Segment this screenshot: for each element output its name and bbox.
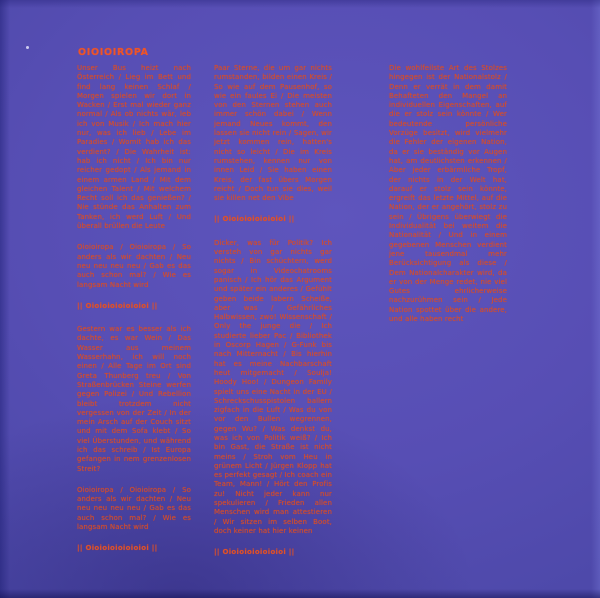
verse-4: Dicker, was für Politik? Ich versteh von gar nichts gar nichts / Bin schüchtern, werd sogar in Videochatrooms panisch / Ich hör das Argument und später ein anderes / Gefühlt geben beide labern Scheiße, aber was / Gefährliches Halbwissen, zwo! Wissenschaft / Only the junge die / Ich studierte lieber Pac / Bibliothek in Oscorp Hagen / G-Funk bis nach Mitternacht / Bis hierhin hat es meine Nachbarschaft heut mitgemacht / Soulja! Hoody Hoo! / Dungeon Family spielt uns eine Nacht in der EU / Schreckschusspistolen ballern zigfach in die Luft / Was du von vor den Bullen wegrennen, gegen Wu? / Was denkst du, was ich von Politik weiß? / Ich bin Gast, die Straße ist nicht meins / Stroh vom Heu in grünem Licht / Jürgen Klopp hat es perfekt gesagt / Ich coach ein Team, Mann! / Hört den Profis zu! Nicht jeder kann nur spekulieren / Frieden allen Menschen wird man attestieren / Wir sitzen im selben Boot, doch keiner hat hier keinen (214, 238, 332, 535)
verse-1: Unser Bus heizt nach Österreich / Lieg im Bett und find lang keinen Schlaf / Morgen spielen wir dort in Wacken / Erst mal wieder ganz normal / Als ob nichts wär, leb ich von Musik / Ich mach hier nur, was ich lieb / Lebe im Paradies / Womit hab ich das verdient? / Die Wahrheit ist: hab ich nicht / Ich bin nur reicher gedopt / Als jemand in einem armen Land / Mit dem gleichen Talent / Mit welchem Recht soll ich das genießen? / Nie stünde das Anhalten zum Tanken, ich werd Luft / Und überall brüllen die Leute (77, 64, 191, 231)
page-title: OIOIOIROPA (78, 47, 149, 58)
verse-3: Paar Sterne, die um gar nichts rumstanden, bilden einen Kreis / So wie auf dem Pausenhof, so wie ein faules Ei / Die meisten von den Sternen stehen auch immer schön dabei / Wenn jemand Neues kommt, den lassen sie nicht rein / Sagen, wir jetzt kommen rein, hatten's nicht so leicht / Die im Kreis rumstehen, kennen nur von innen Leid / Sie haben einen Kreis, der fast übers Morgen reicht / Doch tun sie dies, weil sie killen net den Vibe (214, 64, 332, 203)
dust-speck (26, 46, 29, 49)
nationalism-quote: Die wohlfeilste Art des Stolzes hingegen ist der Nationalstolz / Denn er verrät in dem damit Behafteten den Mangel an individuellen Eigenschaften, auf die er stolz sein könnte / Wer bedeutende persönliche Vorzüge besitzt, wird vielmehr die Fehler der eigenen Nation, da er sie beständig vor Augen hat, am deutlichsten erkennen / Aber jeder erbärmliche Tropf, der nichts in der Welt hat, darauf er stolz sein könnte, ergreift das letzte Mittel, auf die Nation, der er angehört, stolz zu sein / Übrigens überwiegt die Individualität bei weitem die Nationalität / Und in einem gegebenen Menschen verdient jene tausendmal mehr Berücksichtigung als diese / Dem Nationalcharakter wird, da er von der Menge redet, nie viel Gutes ehrlicherweise nachzurühmen sein / Jede Nation spottet über die andere, und alle haben recht (389, 64, 507, 324)
chorus-1: Oioioiropa / Oioioiropa / So anders als wir dachten / Neu neu neu neu neu / Gab es das auch schon mal? / Wie es langsam Nacht wird (77, 243, 191, 289)
photo-edge-right (591, 0, 600, 598)
photo-edge-bottom (0, 589, 600, 598)
quote-column (389, 64, 507, 336)
photo-edge-left (0, 0, 10, 598)
photo-edge-top (0, 0, 600, 8)
verse-2: Gestern war es besser als ich dachte, es war Wein / Das Wasser aus meinem Wasserhahn, ich will noch einen / Alle Tage im Ort sind Greta Thunberg treu / Von Straßenbrücken Steine werfen gegen Polizei / Und Rebellion bleibt trotzdem nicht vergessen von der Zeit / In der mein Arsch auf der Couch sitzt und mit dem Sofa klebt / So viel Überstunden, und während ich das schreib / Ist Europa gefangen in nem grenzenlosen Streit? (77, 325, 191, 473)
lyrics-column-2 (214, 64, 332, 572)
repeat-marker: || Oioioioioioioioi || (77, 301, 158, 310)
repeat-marker: || Oioioioioioioioi || (77, 544, 158, 553)
repeat-marker: || Oioioioioioioioi || (214, 215, 295, 224)
lyrics-column-1 (77, 64, 191, 568)
chorus-2: Oioioiropa / Oioioiropa / So anders als wir dachten / Neu neu neu neu neu / Gab es das auch schon mal? / Wie es langsam Nacht wird (77, 485, 191, 532)
repeat-marker: || Oioioioioioioioi || (214, 548, 295, 557)
